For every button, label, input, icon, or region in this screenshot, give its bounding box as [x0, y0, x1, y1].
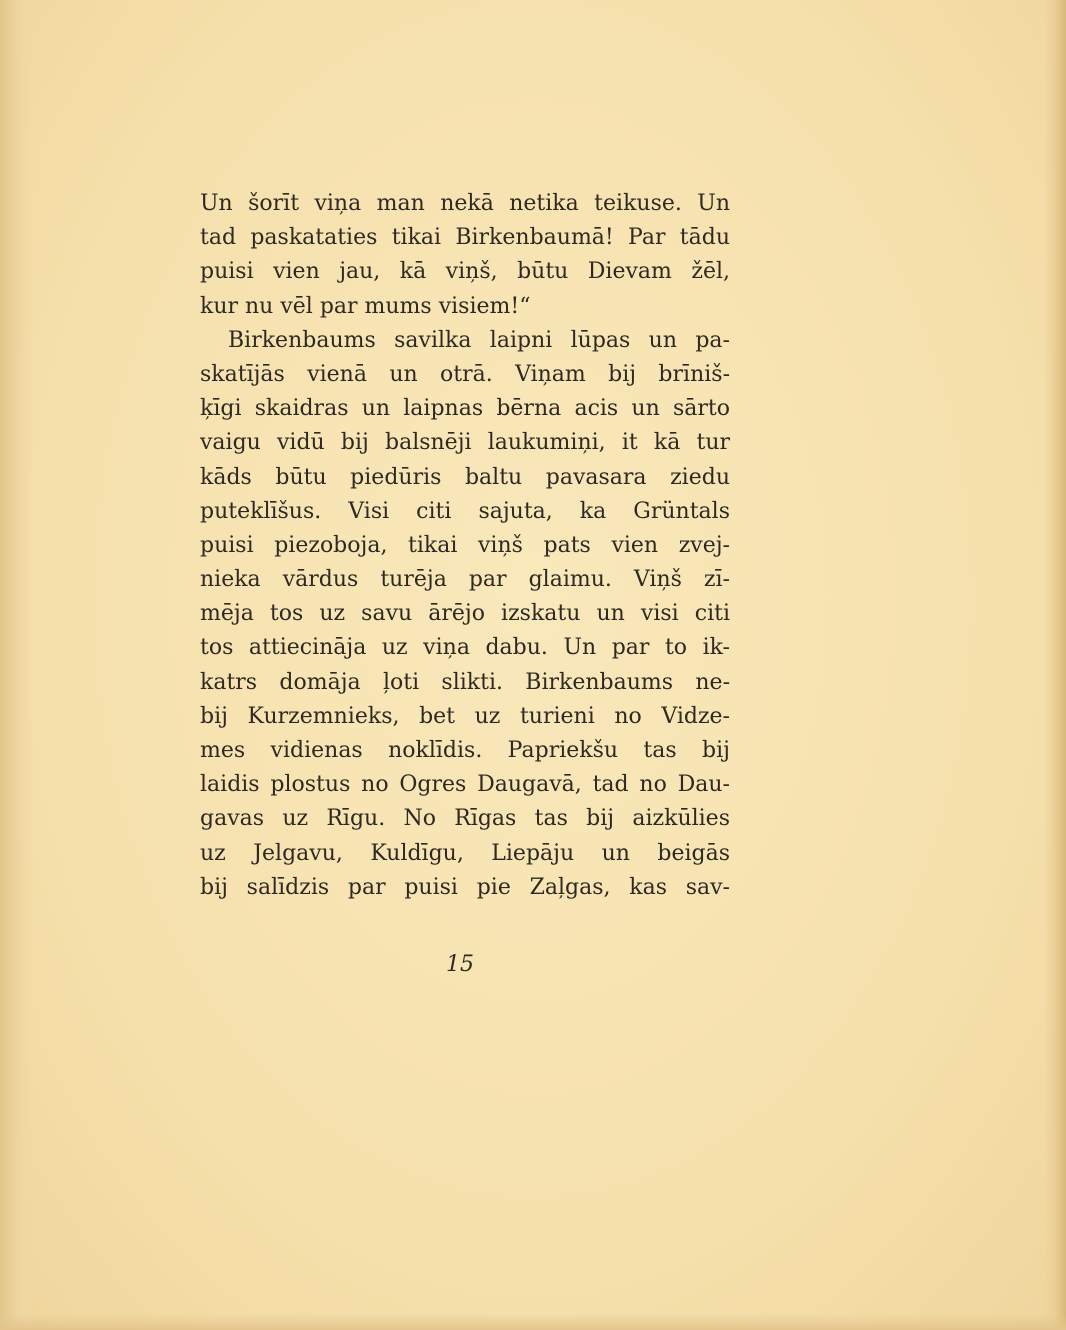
- text-line: kur nu vēl par mums visiem!“: [200, 293, 531, 319]
- page-edge-shadow: [1044, 0, 1066, 1330]
- page-bottom-shadow: [0, 1314, 1066, 1330]
- text-line: uz Jelgavu, Kuldīgu, Liepāju un beigās: [200, 840, 730, 866]
- text-line: tad paskataties tikai Birkenbaumā! Par tādu: [200, 225, 730, 251]
- text-line: mes vidienas noklīdis. Papriekšu tas bij: [200, 738, 730, 763]
- page-number: 15: [446, 952, 474, 977]
- text-line: Un šorīt viņa man nekā netika teikuse. Un: [200, 191, 730, 216]
- text-line: bij Kurzemnieks, bet uz turieni no Vidze-: [200, 703, 730, 729]
- text-line: tos attiecināja uz viņa dabu. Un par to ik-: [200, 635, 730, 661]
- text-line: nieka vārdus turēja par glaimu. Viņš zī-: [200, 567, 730, 593]
- text-line: puisi vien jau, kā viņš, būtu Dievam žēl,: [200, 259, 730, 285]
- page-gutter-shadow: [0, 0, 34, 1330]
- text-line: vaigu vidū bij balsnēji laukumiņi, it kā tur: [200, 430, 730, 456]
- body-text: [200, 187, 730, 905]
- text-line: kāds būtu piedūris baltu pavasara ziedu: [200, 464, 730, 490]
- text-line: puisi piezoboja, tikai viņš pats vien zvej-: [200, 532, 730, 558]
- text-line: laidis plostus no Ogres Daugavā, tad no Dau-: [200, 772, 730, 798]
- text-line: ķīgi skaidras un laipnas bērna acis un sārto: [200, 396, 730, 422]
- text-line: skatījās vienā un otrā. Viņam bij brīniš-: [200, 361, 730, 387]
- text-line: Birkenbaums savilka laipni lūpas un pa-: [228, 327, 730, 353]
- text-line: gavas uz Rīgu. No Rīgas tas bij aizkūlies: [200, 806, 730, 832]
- text-line: katrs domāja ļoti slikti. Birkenbaums ne-: [200, 669, 730, 695]
- text-line: bij salīdzis par puisi pie Zaļgas, kas sav-: [200, 874, 730, 900]
- text-line: mēja tos uz savu ārējo izskatu un visi citi: [200, 601, 730, 627]
- text-line: puteklīšus. Visi citi sajuta, ka Grüntals: [200, 498, 730, 524]
